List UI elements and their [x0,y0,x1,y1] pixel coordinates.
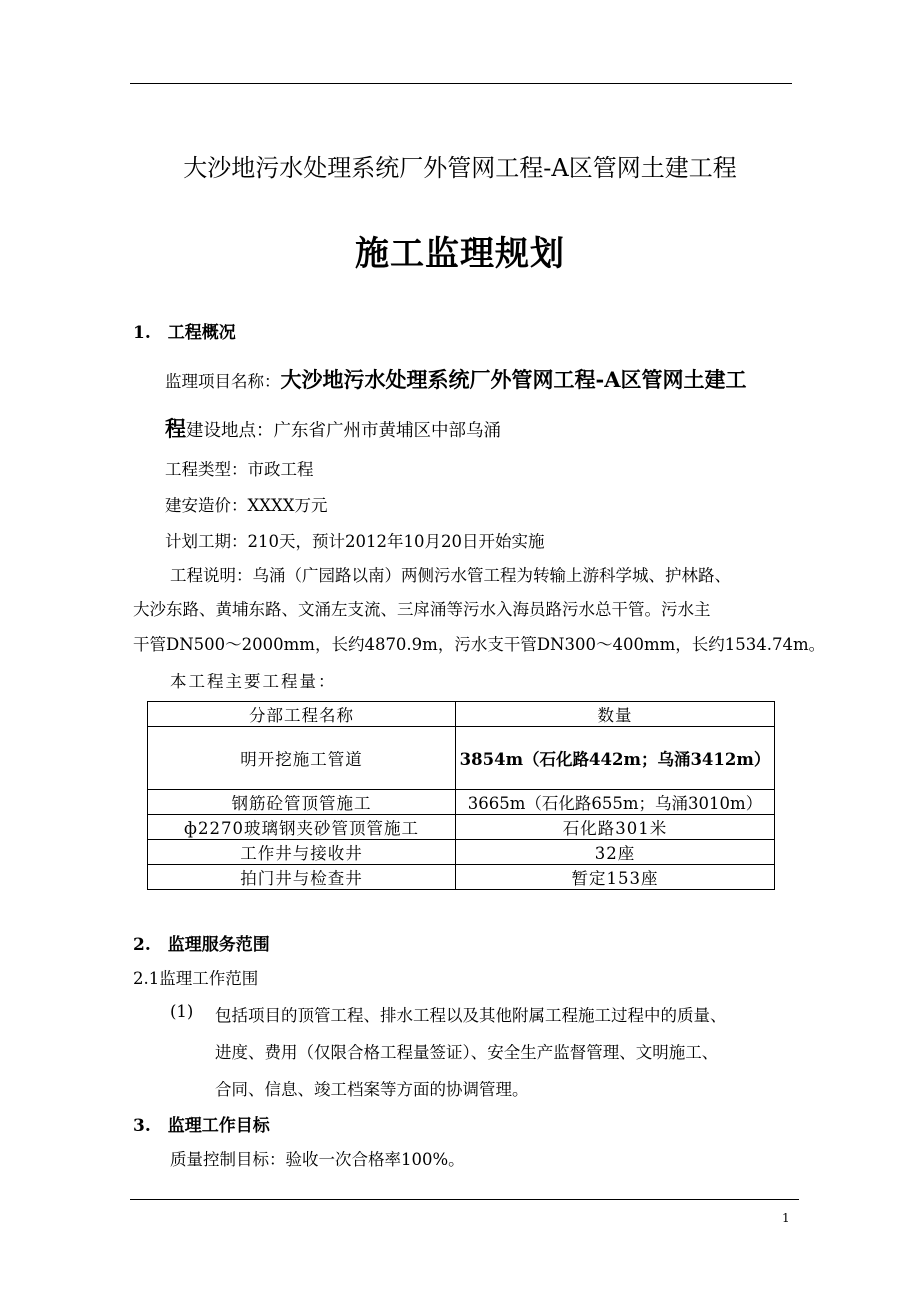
header-rule [130,83,792,84]
table-row [148,840,775,865]
table-cell: 钢筋砼管顶管施工 [148,790,456,815]
description-line-2: 大沙东路、黄埔东路、文涌左支流、三戽涌等污水入海员路污水总干管。污水主 [133,600,711,619]
table-cell: 明开挖施工管道 [148,727,456,790]
planned-period: 计划工期：210天，预计2012年10月20日开始实施 [165,532,545,551]
table-cell: 石化路301米 [456,815,775,840]
footer-rule [130,1199,799,1200]
project-name-value: 大沙地污水处理系统厂外管网工程-A区管网土建工 [280,367,747,392]
table-row [148,790,775,815]
table-cell: 3854m（石化路442m；乌涌3412m） [456,727,775,790]
table-cell: 工作井与接收井 [148,840,456,865]
table-row [148,815,775,840]
quantity-table [147,701,775,890]
table-header-cell: 数量 [456,702,775,727]
project-name-line [165,364,747,394]
table-cell: 3665m（石化路655m；乌涌3010m） [456,790,775,815]
construction-cost: 建安造价：XXXX万元 [165,496,328,515]
table-cell: ф2270玻璃钢夹砂管顶管施工 [148,815,456,840]
scope-item-line-1: 包括项目的顶管工程、排水工程以及其他附属工程施工过程中的质量、 [215,1006,727,1025]
table-row [148,865,775,890]
description-line-3: 干管DN500～2000mm，长约4870.9m，污水支干管DN300～400mm，长约1534.74m。 [133,635,826,654]
table-cell: 拍门井与检查井 [148,865,456,890]
table-row [148,727,775,790]
document-title: 施工监理规划 [355,234,565,274]
scope-item-number: (1) [170,1002,194,1021]
location-line [165,413,501,443]
location-text: 建设地点：广东省广州市黄埔区中部乌涌 [186,421,501,441]
section3-heading: 3. 监理工作目标 [133,1116,270,1136]
project-name-value-continued: 程 [165,416,186,441]
document-subtitle: 大沙地污水处理系统厂外管网工程-A区管网土建工程 [183,154,737,182]
quantity-intro: 本工程主要工程量： [170,672,337,691]
scope-item-line-2: 进度、费用（仅限合格工程量签证）、安全生产监督管理、文明施工、 [215,1043,719,1062]
project-name-label: 监理项目名称： [165,372,281,391]
description-line-1: 工程说明：乌涌（广园路以南）两侧污水管工程为转输上游科学城、护林路、 [170,566,731,585]
table-header-cell: 分部工程名称 [148,702,456,727]
section2-1-heading: 2.1监理工作范围 [133,969,259,988]
quality-target: 质量控制目标：验收一次合格率100%。 [170,1150,465,1169]
section2-heading: 2. 监理服务范围 [133,935,270,955]
project-type: 工程类型：市政工程 [165,460,314,479]
table-cell: 暂定153座 [456,865,775,890]
page-number: 1 [782,1211,790,1225]
scope-item-line-3: 合同、信息、竣工档案等方面的协调管理。 [215,1080,529,1099]
table-cell: 32座 [456,840,775,865]
table-header-row [148,702,775,727]
section1-heading: 1. 工程概况 [133,323,236,343]
